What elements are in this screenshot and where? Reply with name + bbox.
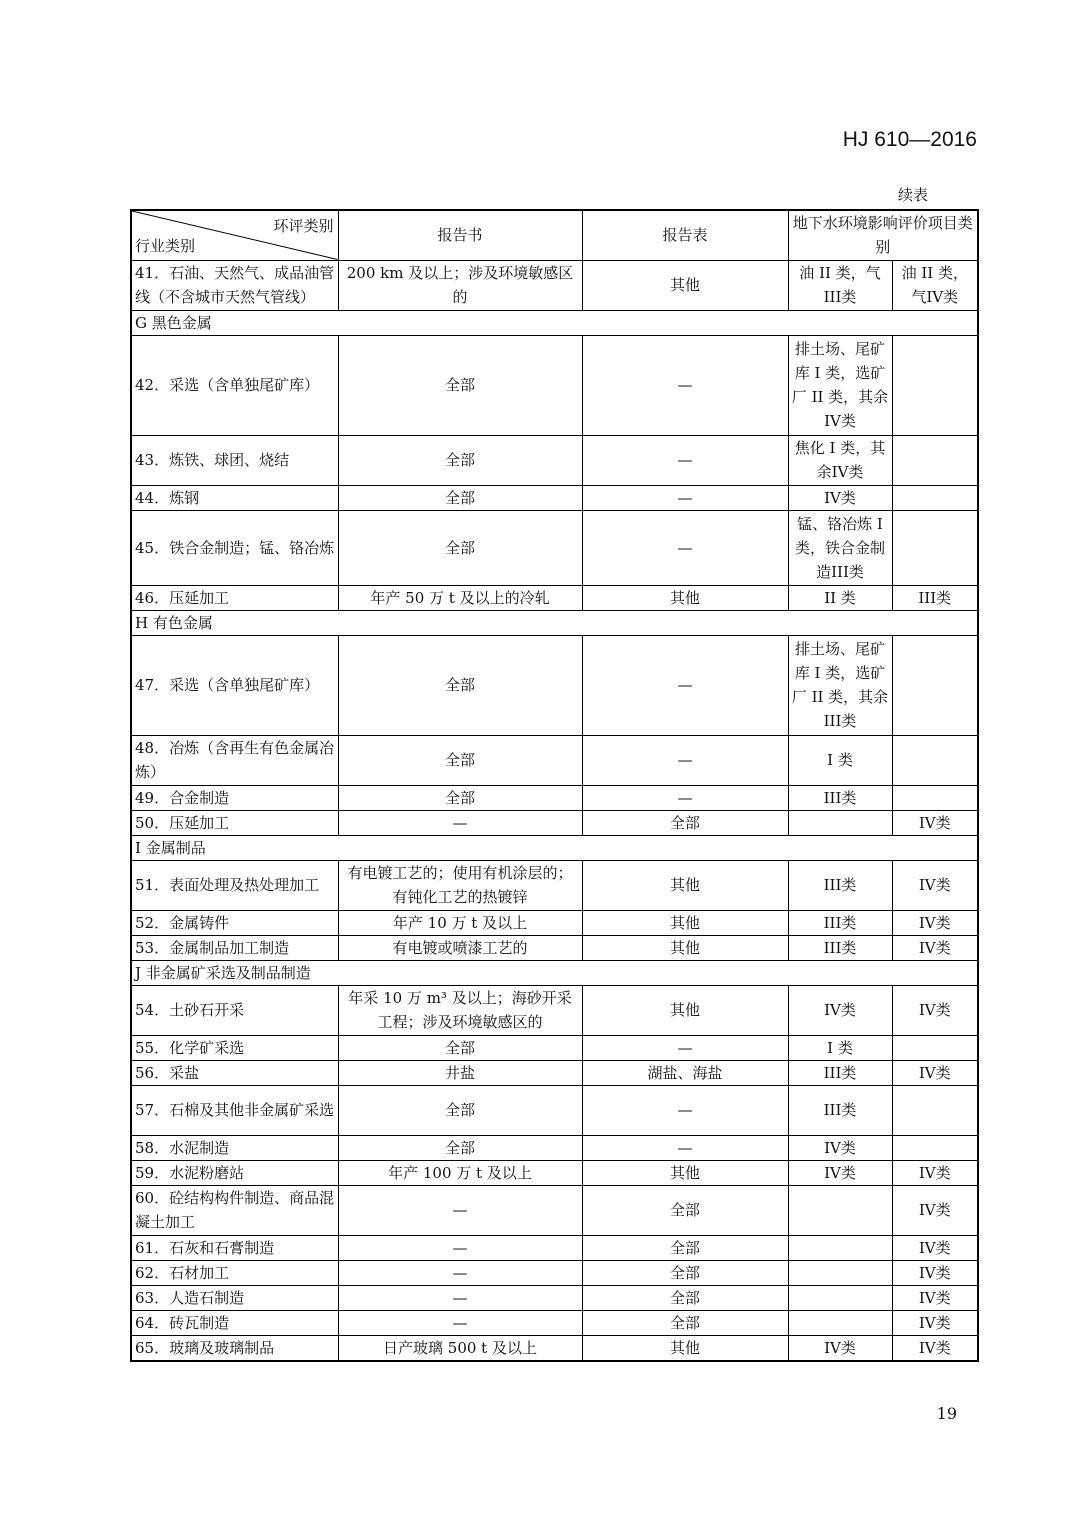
- table-header-row: [131, 210, 978, 260]
- industry-cell: 47．采选（含单独尾矿库）: [131, 635, 338, 735]
- gw-category-cell-2: [892, 635, 978, 735]
- report-form-cell: 全部: [582, 1260, 788, 1285]
- industry-cell: 57．石棉及其他非金属矿采选: [131, 1085, 338, 1135]
- table-row: [131, 1085, 978, 1135]
- report-form-header: 报告表: [582, 210, 788, 260]
- table-row: [131, 1335, 978, 1361]
- gw-category-cell-1: IV类: [788, 1335, 892, 1361]
- gw-category-cell-1: [788, 1235, 892, 1260]
- report-book-cell: 日产玻璃 500 t 及以上: [338, 1335, 582, 1361]
- report-form-cell: —: [582, 785, 788, 810]
- report-book-cell: 有电镀工艺的；使用有机涂层的；有钝化工艺的热镀锌: [338, 860, 582, 910]
- report-book-cell: —: [338, 1285, 582, 1310]
- gw-category-cell-2: IV类: [892, 1185, 978, 1235]
- table-row: [131, 785, 978, 810]
- gw-category-cell-1: I 类: [788, 735, 892, 785]
- industry-cell: 41．石油、天然气、成品油管线（不含城市天然气管线）: [131, 260, 338, 310]
- row-axis-label: 行业类别: [135, 236, 196, 255]
- report-book-cell: —: [338, 810, 582, 835]
- report-book-cell: 200 km 及以上；涉及环境敏感区的: [338, 260, 582, 310]
- report-form-cell: 湖盐、海盐: [582, 1060, 788, 1085]
- table-body: [131, 260, 978, 1361]
- report-form-cell: 其他: [582, 1335, 788, 1361]
- report-form-cell: 其他: [582, 935, 788, 960]
- table-row: [131, 910, 978, 935]
- report-form-cell: —: [582, 635, 788, 735]
- industry-cell: 49．合金制造: [131, 785, 338, 810]
- gw-category-cell-2: [892, 435, 978, 485]
- table-row: [131, 735, 978, 785]
- table-row: [131, 1160, 978, 1185]
- gw-category-cell-1: [788, 810, 892, 835]
- industry-cell: 46．压延加工: [131, 585, 338, 610]
- report-form-cell: 其他: [582, 1160, 788, 1185]
- table-row: [131, 510, 978, 585]
- gw-category-cell-2: IV类: [892, 1235, 978, 1260]
- column-axis-label: 环评类别: [273, 217, 334, 235]
- table-row: [131, 1035, 978, 1060]
- gw-category-cell-2: IV类: [892, 1285, 978, 1310]
- industry-cell: 55．化学矿采选: [131, 1035, 338, 1060]
- report-form-cell: 其他: [582, 585, 788, 610]
- gw-category-cell-1: III类: [788, 785, 892, 810]
- section-row: [131, 835, 978, 860]
- gw-category-cell-1: 焦化 I 类，其余IV类: [788, 435, 892, 485]
- gw-category-cell-1: I 类: [788, 1035, 892, 1060]
- table-row: [131, 260, 978, 310]
- gw-category-cell-1: 排土场、尾矿库 I 类，选矿厂 II 类，其余IV类: [788, 335, 892, 435]
- report-book-cell: 年产 100 万 t 及以上: [338, 1160, 582, 1185]
- report-form-cell: 其他: [582, 860, 788, 910]
- table-row: [131, 1185, 978, 1235]
- gw-category-cell-2: [892, 1035, 978, 1060]
- section-row: [131, 610, 978, 635]
- gw-category-cell-2: [892, 1085, 978, 1135]
- industry-cell: 63．人造石制造: [131, 1285, 338, 1310]
- industry-cell: 42．采选（含单独尾矿库）: [131, 335, 338, 435]
- table-row: [131, 1060, 978, 1085]
- industry-cell: 43．炼铁、球团、烧结: [131, 435, 338, 485]
- industry-cell: 60．砼结构构件制造、商品混凝土加工: [131, 1185, 338, 1235]
- report-form-cell: —: [582, 1035, 788, 1060]
- gw-category-cell-2: 油 II 类，气IV类: [892, 260, 978, 310]
- report-form-cell: —: [582, 485, 788, 510]
- industry-cell: 62．石材加工: [131, 1260, 338, 1285]
- report-book-header: 报告书: [338, 210, 582, 260]
- table-row: [131, 435, 978, 485]
- gw-category-cell-2: [892, 335, 978, 435]
- gw-category-cell-1: III类: [788, 935, 892, 960]
- table-row: [131, 1285, 978, 1310]
- section-label: I 金属制品: [131, 835, 978, 860]
- report-form-cell: 全部: [582, 810, 788, 835]
- report-book-cell: 全部: [338, 485, 582, 510]
- gw-category-cell-2: [892, 735, 978, 785]
- section-row: [131, 310, 978, 335]
- table-row: [131, 1310, 978, 1335]
- table-row: [131, 1260, 978, 1285]
- table-row: [131, 860, 978, 910]
- report-book-cell: 全部: [338, 785, 582, 810]
- table-row: [131, 985, 978, 1035]
- report-form-cell: —: [582, 510, 788, 585]
- industry-cell: 45．铁合金制造；锰、铬冶炼: [131, 510, 338, 585]
- page-number: 19: [936, 1404, 957, 1423]
- industry-cell: 59．水泥粉磨站: [131, 1160, 338, 1185]
- report-book-cell: 全部: [338, 435, 582, 485]
- table-row: [131, 1235, 978, 1260]
- industry-cell: 61．石灰和石膏制造: [131, 1235, 338, 1260]
- table-row: [131, 335, 978, 435]
- gw-category-cell-2: IV类: [892, 810, 978, 835]
- report-book-cell: —: [338, 1260, 582, 1285]
- industry-cell: 51．表面处理及热处理加工: [131, 860, 338, 910]
- report-book-cell: —: [338, 1235, 582, 1260]
- report-book-cell: —: [338, 1310, 582, 1335]
- gw-category-header: 地下水环境影响评价项目类别: [788, 210, 978, 260]
- industry-cell: 65．玻璃及玻璃制品: [131, 1335, 338, 1361]
- industry-cell: 50．压延加工: [131, 810, 338, 835]
- industry-cell: 58．水泥制造: [131, 1135, 338, 1160]
- report-book-cell: 全部: [338, 510, 582, 585]
- gw-category-cell-2: IV类: [892, 1335, 978, 1361]
- section-row: [131, 960, 978, 985]
- gw-category-cell-2: IV类: [892, 1060, 978, 1085]
- gw-category-cell-2: IV类: [892, 910, 978, 935]
- table-row: [131, 585, 978, 610]
- gw-category-cell-2: IV类: [892, 1160, 978, 1185]
- table-row: [131, 935, 978, 960]
- report-book-cell: 全部: [338, 335, 582, 435]
- gw-category-cell-2: IV类: [892, 860, 978, 910]
- gw-category-cell-2: [892, 785, 978, 810]
- report-form-cell: —: [582, 435, 788, 485]
- report-form-cell: 全部: [582, 1235, 788, 1260]
- gw-category-cell-2: [892, 485, 978, 510]
- table-row: [131, 485, 978, 510]
- gw-category-cell-1: [788, 1285, 892, 1310]
- industry-cell: 56．采盐: [131, 1060, 338, 1085]
- report-form-cell: 其他: [582, 910, 788, 935]
- gw-category-cell-1: 油 II 类，气III类: [788, 260, 892, 310]
- gw-category-cell-1: [788, 1260, 892, 1285]
- report-form-cell: —: [582, 735, 788, 785]
- gw-category-cell-2: IV类: [892, 935, 978, 960]
- report-form-cell: 全部: [582, 1310, 788, 1335]
- gw-category-cell-1: 排土场、尾矿库 I 类，选矿厂 II 类，其余III类: [788, 635, 892, 735]
- gw-category-cell-2: IV类: [892, 1310, 978, 1335]
- report-book-cell: 年产 50 万 t 及以上的冷轧: [338, 585, 582, 610]
- section-label: G 黑色金属: [131, 310, 978, 335]
- table-row: [131, 1135, 978, 1160]
- gw-category-cell-1: III类: [788, 1060, 892, 1085]
- gw-category-cell-1: [788, 1185, 892, 1235]
- gw-category-cell-1: IV类: [788, 485, 892, 510]
- report-book-cell: 全部: [338, 735, 582, 785]
- report-form-cell: —: [582, 1085, 788, 1135]
- table-row: [131, 810, 978, 835]
- gw-category-cell-2: [892, 510, 978, 585]
- gw-category-cell-1: IV类: [788, 1160, 892, 1185]
- diagonal-header-cell: [131, 210, 338, 260]
- gw-category-cell-2: III类: [892, 585, 978, 610]
- gw-category-cell-1: 锰、铬冶炼 I 类，铁合金制造III类: [788, 510, 892, 585]
- table-row: [131, 635, 978, 735]
- report-book-cell: 全部: [338, 1085, 582, 1135]
- gw-category-cell-1: II 类: [788, 585, 892, 610]
- gw-category-cell-2: [892, 1135, 978, 1160]
- gw-category-cell-1: [788, 1310, 892, 1335]
- gw-category-cell-2: IV类: [892, 1260, 978, 1285]
- report-form-cell: 其他: [582, 985, 788, 1035]
- report-book-cell: 年采 10 万 m³ 及以上；海砂开采工程；涉及环境敏感区的: [338, 985, 582, 1035]
- report-book-cell: 全部: [338, 635, 582, 735]
- report-book-cell: 年产 10 万 t 及以上: [338, 910, 582, 935]
- gw-category-cell-2: IV类: [892, 985, 978, 1035]
- report-form-cell: —: [582, 1135, 788, 1160]
- classification-table: [130, 209, 979, 1362]
- report-book-cell: 全部: [338, 1035, 582, 1060]
- report-book-cell: 全部: [338, 1135, 582, 1160]
- industry-cell: 54．土砂石开采: [131, 985, 338, 1035]
- continued-label: 续表: [897, 186, 928, 204]
- section-label: H 有色金属: [131, 610, 978, 635]
- industry-cell: 64．砖瓦制造: [131, 1310, 338, 1335]
- standard-code: HJ 610—2016: [842, 128, 977, 151]
- report-form-cell: 全部: [582, 1185, 788, 1235]
- report-form-cell: 其他: [582, 260, 788, 310]
- industry-cell: 44．炼钢: [131, 485, 338, 510]
- report-form-cell: 全部: [582, 1285, 788, 1310]
- gw-category-cell-1: III类: [788, 860, 892, 910]
- industry-cell: 48．冶炼（含再生有色金属冶炼）: [131, 735, 338, 785]
- report-book-cell: 有电镀或喷漆工艺的: [338, 935, 582, 960]
- report-form-cell: —: [582, 335, 788, 435]
- section-label: J 非金属矿采选及制品制造: [131, 960, 978, 985]
- gw-category-cell-1: IV类: [788, 985, 892, 1035]
- report-book-cell: 井盐: [338, 1060, 582, 1085]
- industry-cell: 53．金属制品加工制造: [131, 935, 338, 960]
- gw-category-cell-1: IV类: [788, 1135, 892, 1160]
- industry-cell: 52．金属铸件: [131, 910, 338, 935]
- gw-category-cell-1: III类: [788, 1085, 892, 1135]
- report-book-cell: —: [338, 1185, 582, 1235]
- gw-category-cell-1: III类: [788, 910, 892, 935]
